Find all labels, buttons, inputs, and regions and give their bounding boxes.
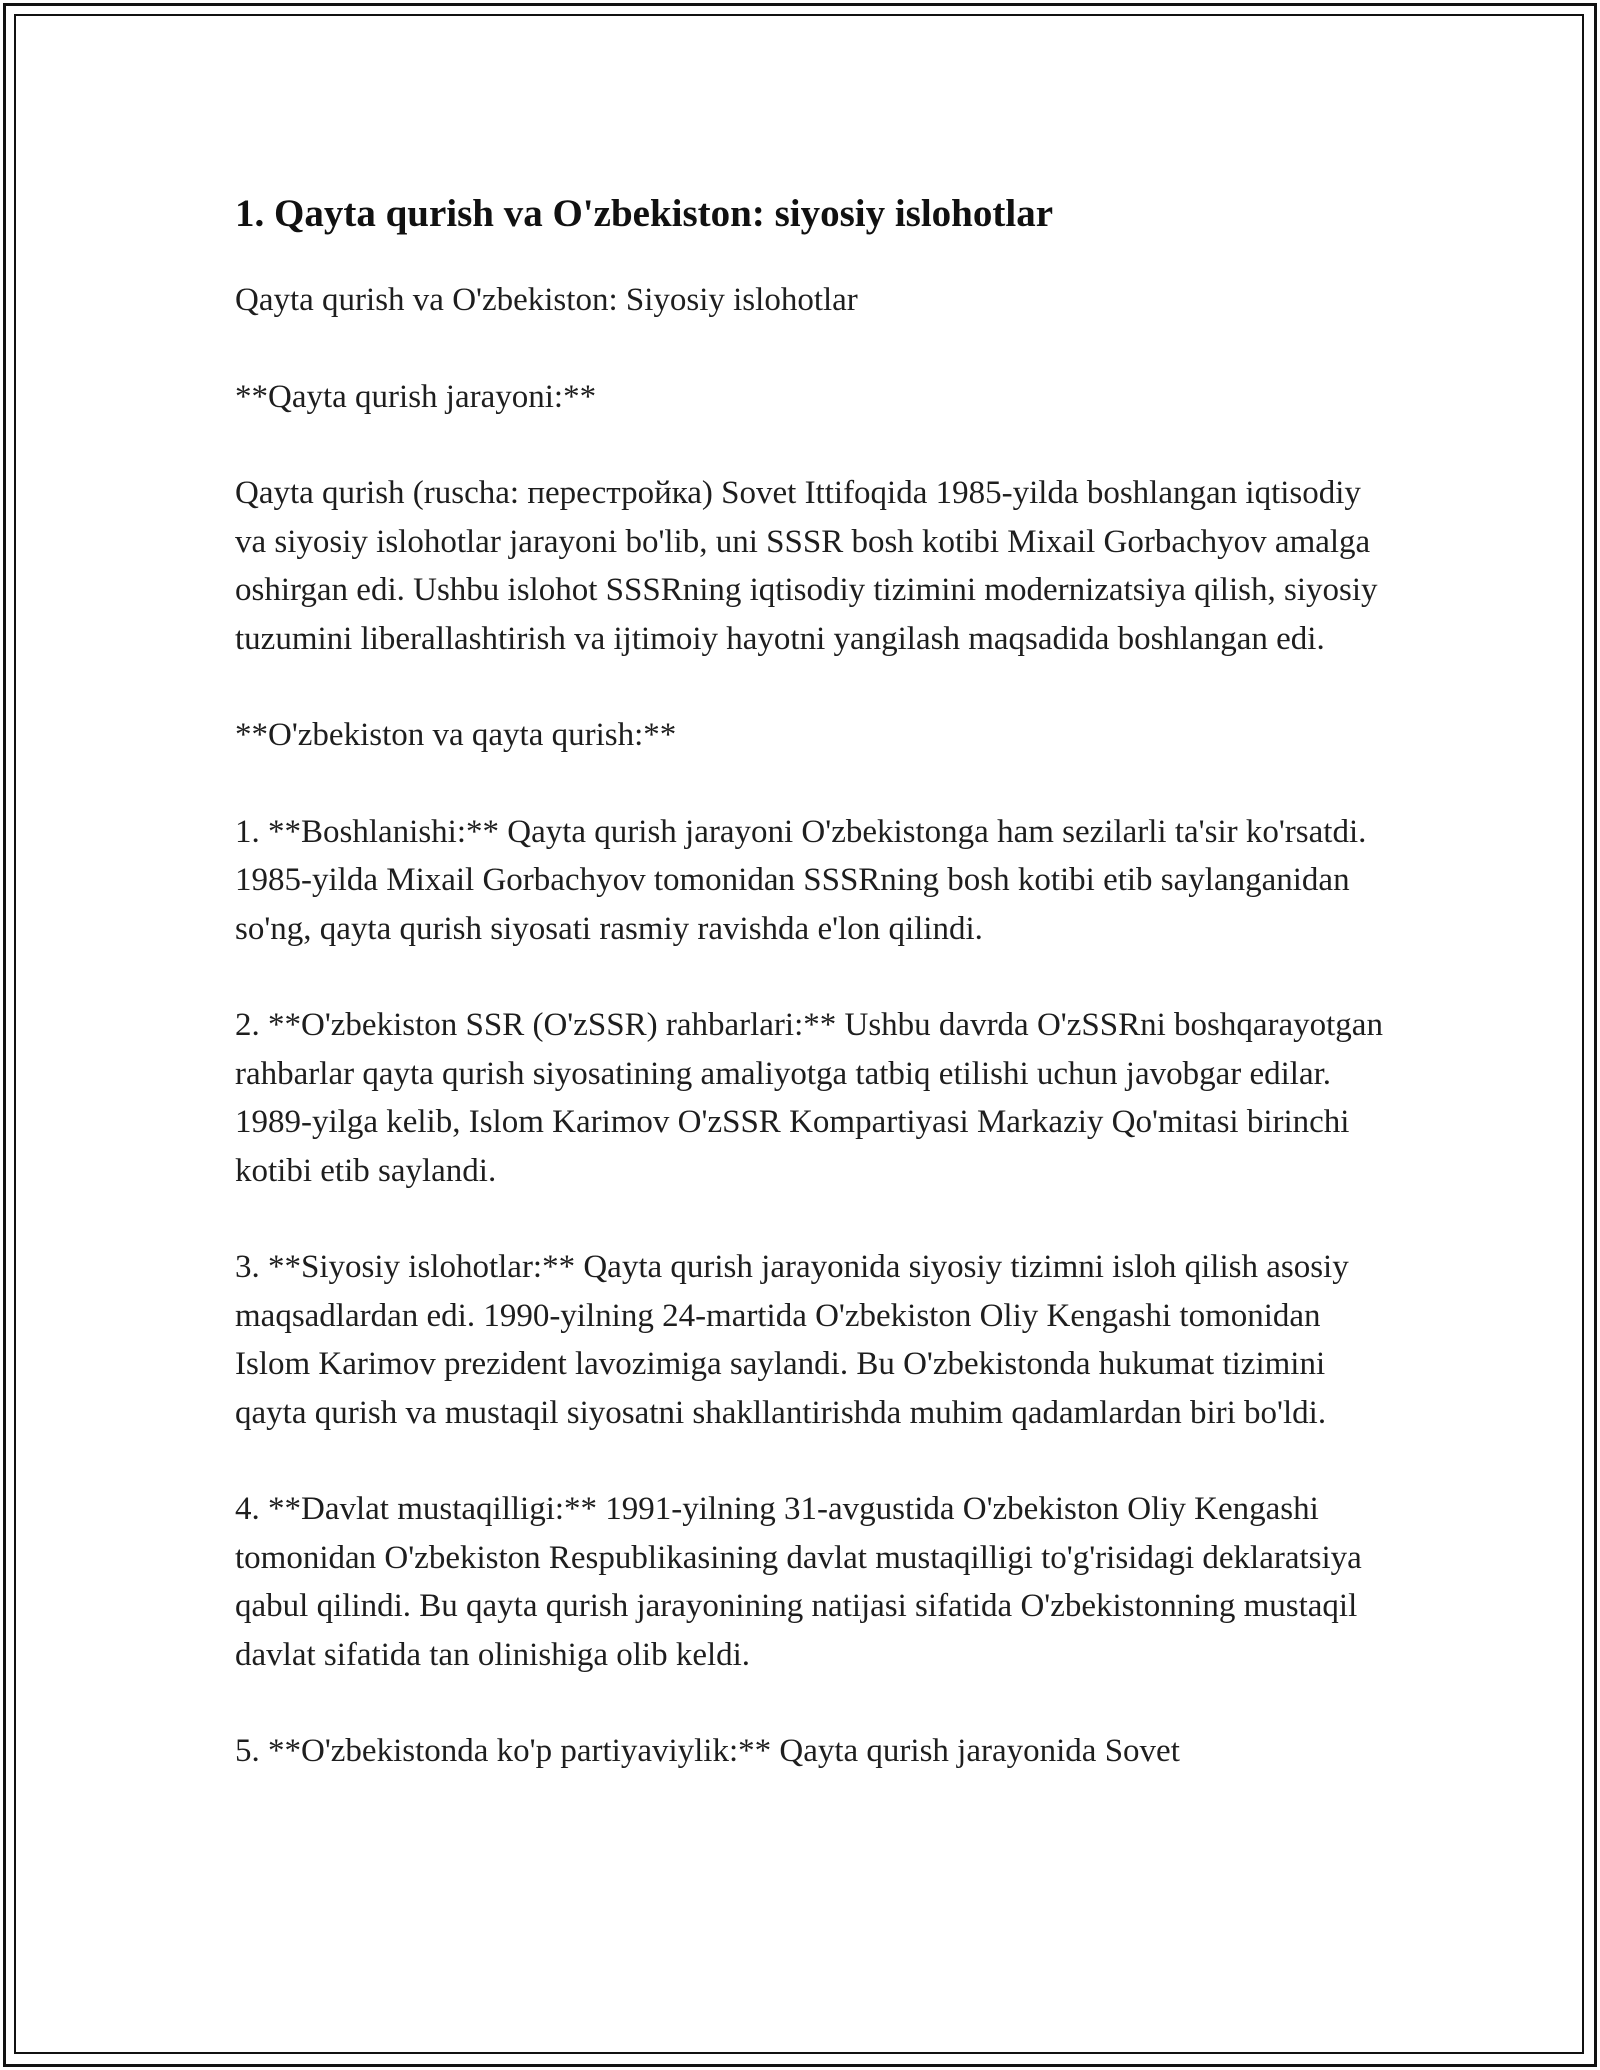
list-item-boshlanishi: 1. **Boshlanishi:** Qayta qurish jarayoni O'zbekistonga ham sezilarli ta'sir ko'rsatdi. 1985-yilda Mixail Gorbachyov tomonidan SSSRning bosh kotibi etib saylanganidan so'ng, qayta qurish siyosati rasmiy ravishda e'lon qilindi. (235, 813, 1367, 947)
document-body (235, 186, 1385, 1824)
section-heading-qayta-qurish: **Qayta qurish jarayoni:** (235, 378, 597, 415)
list-item-siyosiy-islohotlar: 3. **Siyosiy islohotlar:** Qayta qurish jarayonida siyosiy tizimni isloh qilish asosiy maqsadlardan edi. 1990-yilning 24-martida O'zbekiston Oliy Kengashi tomonidan Islom Karimov prezident lavozimiga saylandi. Bu O'zbekistonda hukumat tizimini qayta qurish va mustaqil siyosatni shakllantirishda muhim qadamlardan biri bo'ldi. (235, 1249, 1349, 1431)
list-item-rahbarlari: 2. **O'zbekiston SSR (O'zSSR) rahbarlari:** Ushbu davrda O'zSSRni boshqarayotgan rahbarlar qayta qurish siyosatining amaliyotga tatbiq etilishi uchun javobgar edilar. 1989-yilga kelib, Islom Karimov O'zSSR Kompartiyasi Markaziy Qo'mitasi birinchi kotibi etib saylandi. (235, 1007, 1383, 1189)
document-subtitle: Qayta qurish va O'zbekiston: Siyosiy islohotlar (235, 282, 858, 318)
section-heading-ozbekiston: **O'zbekiston va qayta qurish:** (235, 717, 677, 753)
document-title: 1. Qayta qurish va O'zbekiston: siyosiy islohotlar (235, 192, 1054, 235)
list-item-kop-partiyaviylik: 5. **O'zbekistonda ko'p partiyaviylik:** Qayta qurish jarayonida Sovet (235, 1733, 1180, 1769)
list-item-davlat-mustaqilligi: 4. **Davlat mustaqilligi:** 1991-yilning 31-avgustida O'zbekiston Oliy Kengashi tomonidan O'zbekiston Respublikasining davlat mustaqilligi to'g'risidagi deklaratsiya qabul qilindi. Bu qayta qurish jarayonining natijasi sifatida O'zbekistonning mustaqil davlat sifatida tan olinishiga olib keldi. (235, 1491, 1362, 1673)
paragraph-intro: Qayta qurish (ruscha: перестройка) Sovet Ittifoqida 1985-yilda boshlangan iqtisodiy va siyosiy islohotlar jarayoni bo'lib, uni SSSR bosh kotibi Mixail Gorbachyov amalga oshirgan edi. Ushbu islohot SSSRning iqtisodiy tizimini modernizatsiya qilish, siyosiy tuzumini liberallashtirish va ijtimoiy hayotni yangilash maqsadida boshlangan edi. (235, 475, 1378, 657)
